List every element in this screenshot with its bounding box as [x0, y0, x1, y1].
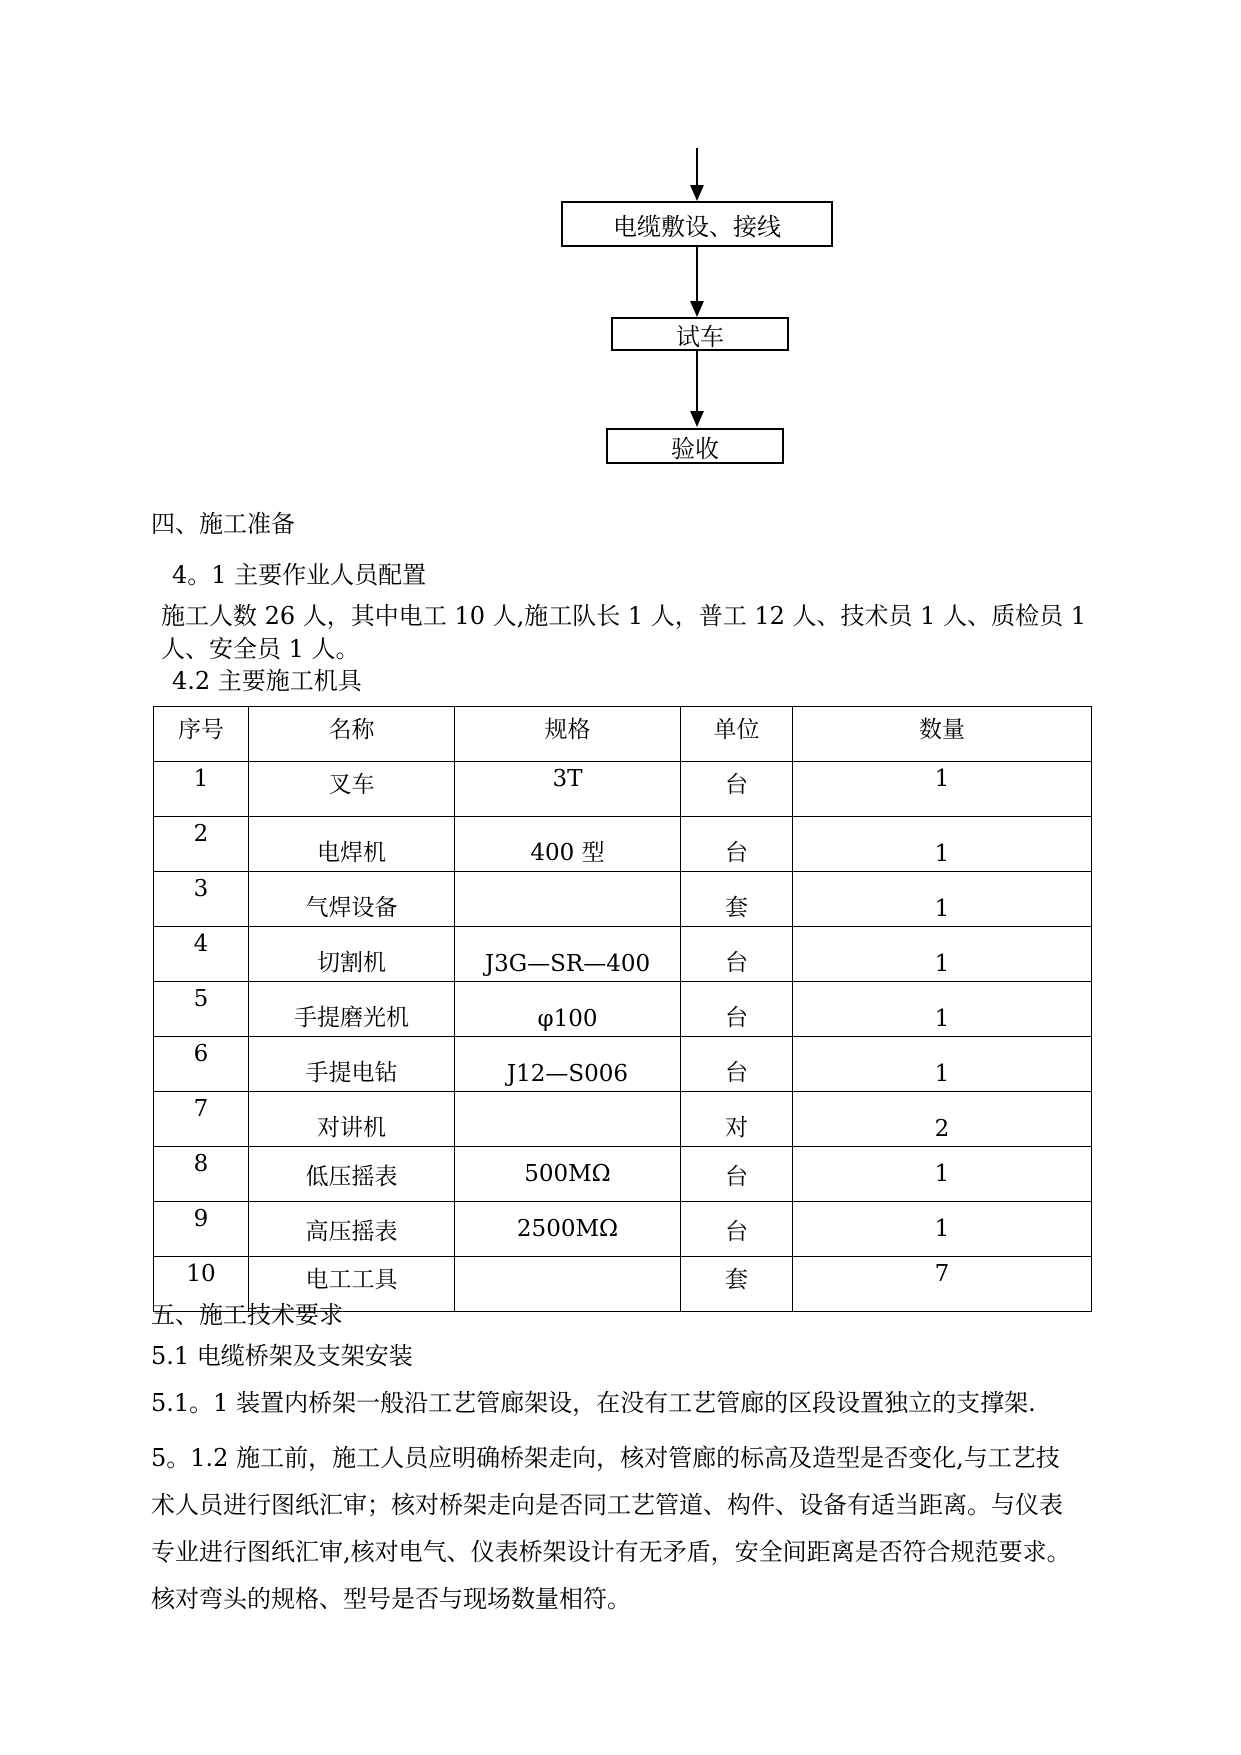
- cell-name: 高压摇表: [249, 1202, 455, 1257]
- cell-quantity: 1: [793, 982, 1092, 1037]
- cell-name: 手提磨光机: [249, 982, 455, 1037]
- cell-index: 4: [154, 927, 249, 982]
- cell-spec: J12—S006: [455, 1037, 681, 1092]
- arrow-down-icon: [690, 185, 704, 201]
- cell-unit: 台: [681, 1037, 793, 1092]
- cell-spec: J3G—SR—400: [455, 927, 681, 982]
- paragraph-5-1-2-line-3: 专业进行图纸汇审,核对电气、仪表桥架设计有无矛盾，安全间距离是否符合规范要求。: [151, 1538, 1071, 1566]
- cell-quantity: 1: [793, 1202, 1092, 1257]
- cell-unit: 台: [681, 762, 793, 817]
- cell-name: 对讲机: [249, 1092, 455, 1147]
- table-row: [154, 1092, 1092, 1147]
- cell-spec: φ100: [455, 982, 681, 1037]
- process-flowchart: [0, 0, 1241, 480]
- cell-quantity: 1: [793, 872, 1092, 927]
- cell-index: 6: [154, 1037, 249, 1092]
- cell-index: 8: [154, 1147, 249, 1202]
- cell-index: 1: [154, 762, 249, 817]
- cell-index: 7: [154, 1092, 249, 1147]
- cell-name: 低压摇表: [249, 1147, 455, 1202]
- cell-quantity: 7: [793, 1257, 1092, 1312]
- cell-unit: 台: [681, 817, 793, 872]
- cell-unit: 对: [681, 1092, 793, 1147]
- cell-spec: [455, 1257, 681, 1312]
- header-name: 名称: [249, 707, 455, 762]
- table-header-row: [154, 707, 1092, 762]
- table-row: [154, 927, 1092, 982]
- flow-connector: [696, 247, 698, 305]
- cell-spec: 3T: [455, 762, 681, 817]
- staff-paragraph-line-1: 施工人数 26 人，其中电工 10 人,施工队长 1 人，普工 12 人、技术员 1 人、质检员 1: [161, 602, 1086, 630]
- equipment-table: [153, 706, 1092, 1312]
- cell-name: 电焊机: [249, 817, 455, 872]
- cell-spec: [455, 1092, 681, 1147]
- table-row: [154, 1037, 1092, 1092]
- cell-name: 电工工具: [249, 1257, 455, 1312]
- flow-step-test-run: 试车: [611, 317, 789, 351]
- cell-quantity: 1: [793, 927, 1092, 982]
- subsection-5-1-heading: 5.1 电缆桥架及支架安装: [151, 1342, 413, 1370]
- cell-spec: 500MΩ: [455, 1147, 681, 1202]
- cell-unit: 台: [681, 927, 793, 982]
- cell-unit: 套: [681, 1257, 793, 1312]
- cell-quantity: 1: [793, 1037, 1092, 1092]
- header-index: 序号: [154, 707, 249, 762]
- cell-index: 3: [154, 872, 249, 927]
- subsection-4-2-heading: 4.2 主要施工机具: [172, 667, 362, 695]
- paragraph-5-1-1: 5.1。1 装置内桥架一般沿工艺管廊架设，在没有工艺管廊的区段设置独立的支撑架.: [151, 1389, 1036, 1417]
- cell-unit: 套: [681, 872, 793, 927]
- header-quantity: 数量: [793, 707, 1092, 762]
- cell-index: 10: [154, 1257, 249, 1312]
- cell-index: 2: [154, 817, 249, 872]
- cell-name: 手提电钻: [249, 1037, 455, 1092]
- cell-quantity: 1: [793, 817, 1092, 872]
- cell-spec: 400 型: [455, 817, 681, 872]
- cell-name: 叉车: [249, 762, 455, 817]
- paragraph-5-1-2-line-1: 5。1.2 施工前，施工人员应明确桥架走向，核对管廊的标高及造型是否变化,与工艺技: [151, 1444, 1060, 1472]
- table-row: [154, 762, 1092, 817]
- table-row: [154, 872, 1092, 927]
- cell-spec: 2500MΩ: [455, 1202, 681, 1257]
- header-unit: 单位: [681, 707, 793, 762]
- table-row: [154, 1147, 1092, 1202]
- arrow-down-icon: [690, 411, 704, 427]
- arrow-down-icon: [690, 301, 704, 317]
- paragraph-5-1-2-line-2: 术人员进行图纸汇审；核对桥架走向是否同工艺管道、构件、设备有适当距离。与仪表: [151, 1491, 1063, 1519]
- flow-step-cable-laying: 电缆敷设、接线: [561, 201, 833, 247]
- cell-index: 9: [154, 1202, 249, 1257]
- section-4-heading: 四、施工准备: [151, 510, 295, 538]
- cell-unit: 台: [681, 1147, 793, 1202]
- staff-paragraph-line-2: 人、安全员 1 人。: [161, 635, 360, 663]
- cell-unit: 台: [681, 1202, 793, 1257]
- cell-unit: 台: [681, 982, 793, 1037]
- cell-index: 5: [154, 982, 249, 1037]
- cell-name: 气焊设备: [249, 872, 455, 927]
- paragraph-5-1-2-line-4: 核对弯头的规格、型号是否与现场数量相符。: [151, 1585, 631, 1613]
- cell-quantity: 1: [793, 762, 1092, 817]
- flow-connector: [696, 351, 698, 415]
- cell-name: 切割机: [249, 927, 455, 982]
- cell-quantity: 1: [793, 1147, 1092, 1202]
- cell-quantity: 2: [793, 1092, 1092, 1147]
- subsection-4-1-heading: 4。1 主要作业人员配置: [172, 561, 427, 589]
- table-row: [154, 817, 1092, 872]
- table-row: [154, 982, 1092, 1037]
- cell-spec: [455, 872, 681, 927]
- flow-step-acceptance: 验收: [606, 428, 784, 464]
- table-row: [154, 1202, 1092, 1257]
- header-spec: 规格: [455, 707, 681, 762]
- section-5-heading: 五、施工技术要求: [151, 1301, 343, 1329]
